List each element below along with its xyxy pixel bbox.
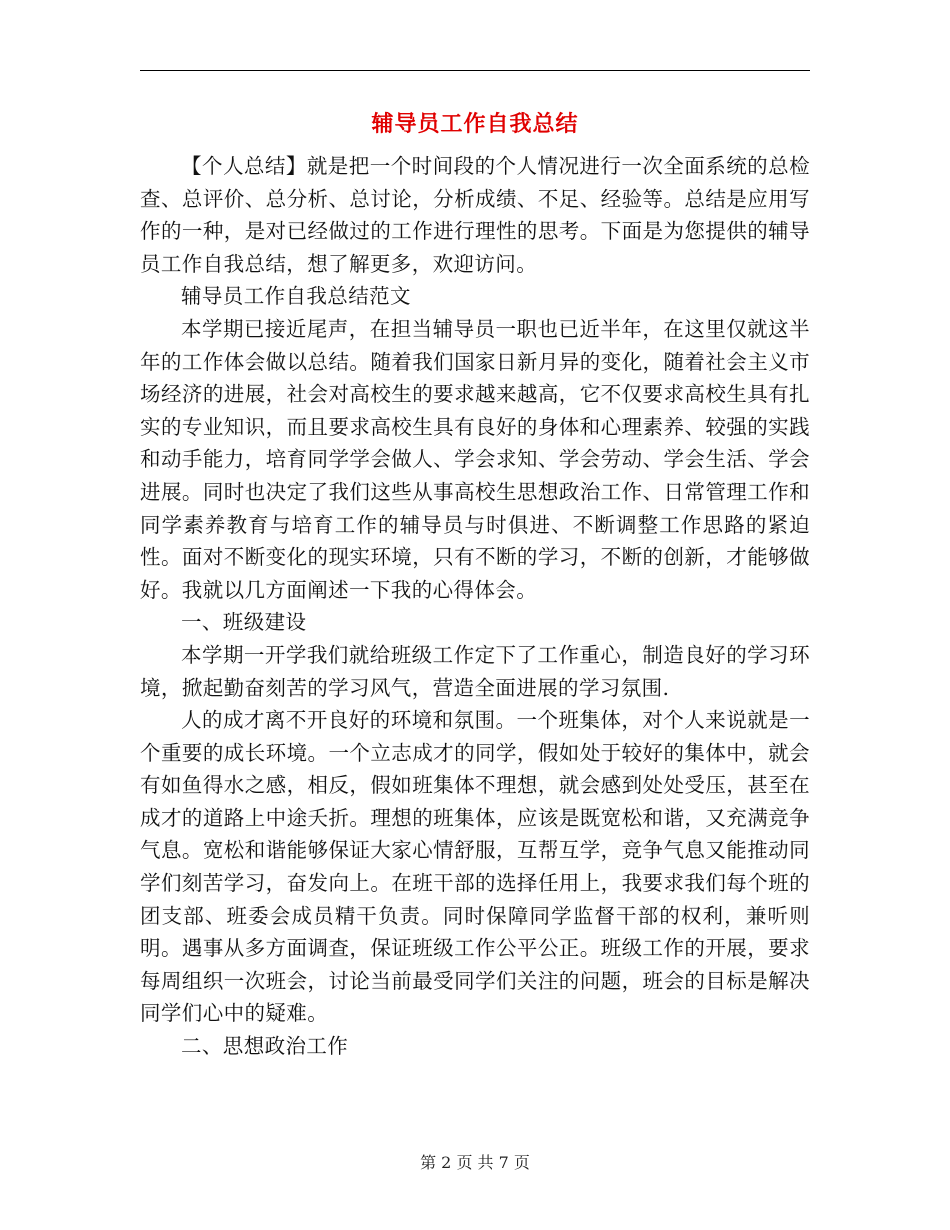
body-paragraph: 本学期已接近尾声，在担当辅导员一职也已近半年，在这里仅就这半年的工作体会做以总结。随着我们国家日新月异的变化，随着社会主义市场经济的进展，社会对高校生的要求越来越高，它不仅要求高校生具有扎实的专业知识，而且要求高校生具有良好的身体和心理素养、较强的实践和动手能力，培育同学学会做人、学会求知、学会劳动、学会生活、学会进展。同时也决定了我们这些从事高校生思想政治工作、日常管理工作和同学素养教育与培育工作的辅导员与时俱进、不断调整工作思路的紧迫性。面对不断变化的现实环境，只有不断的学习，不断的创新，才能够做好。我就以几方面阐述一下我的心得体会。: [140, 316, 810, 602]
page-number: 第 2 页 共 7 页: [420, 1153, 530, 1172]
section-heading-ideological-work: 二、思想政治工作: [181, 1034, 349, 1059]
header-rule: [140, 70, 810, 71]
intro-paragraph: 【个人总结】就是把一个时间段的个人情况进行一次全面系统的总检查、总评价、总分析、总讨论，分析成绩、不足、经验等。总结是应用写作的一种，是对已经做过的工作进行理性的思考。下面是为您提供的辅导员工作自我总结，想了解更多，欢迎访问。: [140, 154, 810, 276]
section-heading-class-building: 一、班级建设: [181, 610, 307, 635]
section-heading-sample: 辅导员工作自我总结范文: [181, 284, 411, 309]
document-title: 辅导员工作自我总结: [371, 111, 579, 137]
document-body: [140, 150, 810, 1063]
body-paragraph: 本学期一开学我们就给班级工作定下了工作重心，制造良好的学习环境，掀起勤奋刻苦的学习风气，营造全面进展的学习氛围.: [140, 642, 810, 700]
body-paragraph: 人的成才离不开良好的环境和氛围。一个班集体，对个人来说就是一个重要的成长环境。一个立志成才的同学，假如处于较好的集体中，就会有如鱼得水之感，相反，假如班集体不理想，就会感到处处受压，甚至在成才的道路上中途夭折。理想的班集体，应该是既宽松和谐，又充满竞争气息。宽松和谐能够保证大家心情舒服，互帮互学，竞争气息又能推动同学们刻苦学习，奋发向上。在班干部的选择任用上，我要求我们每个班的团支部、班委会成员精干负责。同时保障同学监督干部的权利，兼听则明。遇事从多方面调查，保证班级工作公平公正。班级工作的开展，要求每周组织一次班会，讨论当前最受同学们关注的问题，班会的目标是解决同学们心中的疑难。: [140, 708, 810, 1026]
